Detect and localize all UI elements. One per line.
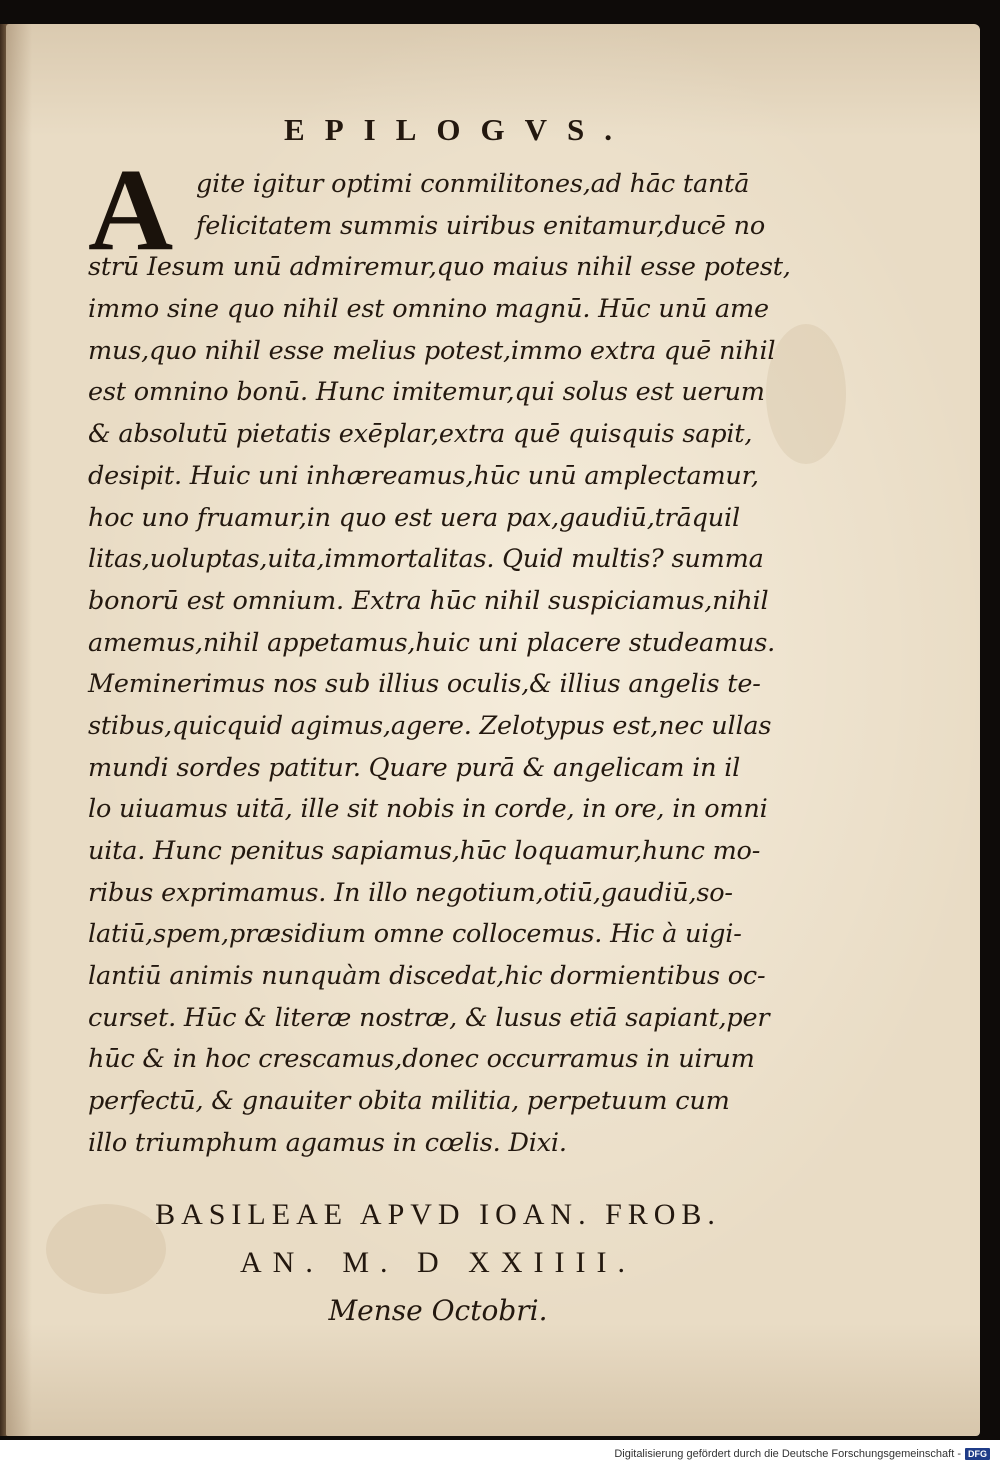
text-line: curset. Hūc & literæ nostræ, & lusus etiā sapiant,per: [88, 1002, 770, 1033]
page-text-block: [88, 110, 791, 1165]
colophon-month-line: Mense Octobri.: [328, 1294, 548, 1327]
page-heading: EPILOGVS.: [284, 112, 632, 147]
text-line: ribus exprimamus. In illo negotium,otiū,gaudiū,so-: [88, 877, 733, 908]
text-line: strū Iesum unū admiremur,quo maius nihil esse potest,: [88, 252, 791, 283]
colophon-year-line: AN. M. D XXIIII.: [240, 1246, 636, 1279]
text-line: desipit. Huic uni inhæreamus,hūc unū amplectamur,: [88, 460, 759, 491]
text-line: & absolutū pietatis exēplar,extra quē quisquis sapit,: [88, 419, 753, 450]
text-line: immo sine quo nihil est omnino magnū. Hūc unū ame: [88, 294, 769, 325]
text-line: mus,quo nihil esse melius potest,immo extra quē nihil: [88, 335, 776, 366]
text-line: mundi sordes patitur. Quare purā & angelicam in il: [88, 752, 741, 783]
text-line: lantiū animis nunquàm discedat,hic dormientibus oc-: [88, 961, 766, 992]
text-line: gite igitur optimi conmilitones,ad hāc tantā: [196, 169, 750, 199]
text-line: felicitatem summis uiribus enitamur,ducē no: [196, 210, 766, 241]
digitization-footer: [614, 1448, 990, 1460]
text-line: latiū,spem,præsidium omne collocemus. Hic à uigi-: [88, 919, 742, 950]
text-line: lo uiuamus uitā, ille sit nobis in corde, in ore, in omni: [88, 794, 768, 825]
text-line: bonorū est omnium. Extra hūc nihil suspiciamus,nihil: [88, 585, 769, 616]
body-text: [88, 164, 791, 1165]
text-line: est omnino bonū. Hunc imitemur,qui solus est uerum: [88, 377, 765, 408]
text-line: illo triumphum agamus in cœlis. Dixi.: [88, 1127, 567, 1158]
text-line: perfectū, & gnauiter obita militia, perpetuum cum: [88, 1086, 730, 1117]
text-line: Meminerimus nos sub illius oculis,& illius angelis te-: [88, 669, 761, 700]
text-line: stibus,quicquid agimus,agere. Zelotypus est,nec ullas: [88, 710, 772, 741]
text-line: hūc & in hoc crescamus,donec occurramus in uirum: [88, 1044, 755, 1075]
text-line: uita. Hunc penitus sapiamus,hūc loquamur,hunc mo-: [88, 836, 761, 866]
footer-credit-text: Digitalisierung gefördert durch die Deutsche Forschungsgemeinschaft -: [614, 1448, 961, 1460]
drop-cap-initial: A: [88, 144, 174, 275]
text-line: litas,uoluptas,uita,immortalitas. Quid multis? summa: [88, 544, 764, 575]
text-line: hoc uno fruamur,in quo est uera pax,gaudiū,trāquil: [88, 502, 740, 533]
dfg-logo-icon[interactable]: DFG: [965, 1448, 990, 1460]
text-line: amemus,nihil appetamus,huic uni placere studeamus.: [88, 627, 775, 658]
colophon-printer-line: BASILEAE APVD IOAN. FROB.: [155, 1198, 721, 1231]
